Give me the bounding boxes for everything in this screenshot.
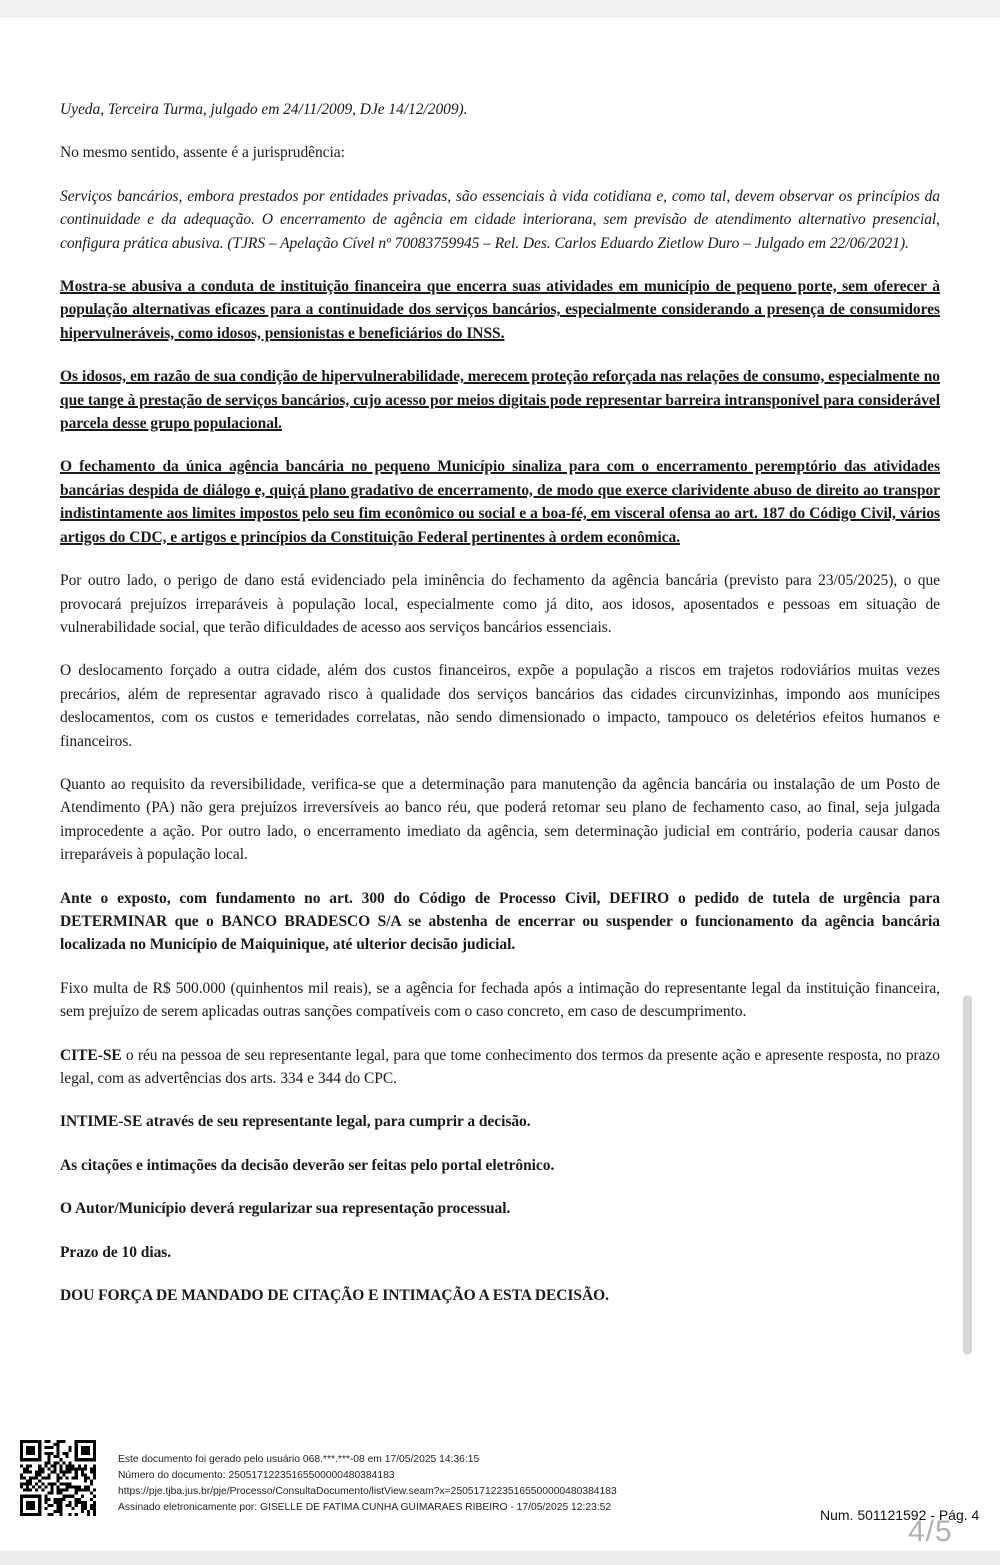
paragraph-4: Mostra-se abusiva a conduta de instituição financeira que encerra suas atividades em município de pequeno porte, sem oferecer à população alternativas eficazes para a continuidade dos serviços bancários, especialmente considerando a presença de consumidores hipervulneráveis, como idosos, pensionistas e beneficiários do INSS.	[60, 278, 940, 342]
signature-footer	[118, 1452, 617, 1516]
footer-doc-number: Número do documento: 25051712235165500000480384183	[118, 1470, 395, 1481]
footer-url[interactable]: https://pje.tjba.jus.br/pje/Processo/ConsultaDocumento/listView.seam?x=25051712235165500000480384183	[118, 1486, 617, 1497]
footer-generated: Este documento foi gerado pelo usuário 068.***.***-08 em 17/05/2025 14:36:15	[118, 1454, 480, 1465]
paragraph-6: O fechamento da única agência bancária no pequeno Município sinaliza para com o encerramento peremptório das atividades bancárias despida de diálogo e, quiçá plano gradativo de encerramento, de modo que exerce clarividente abuso de direito ao transpor indistintamente aos limites impostos pelo seu fim econômico ou social e a boa-fé, em visceral ofensa ao art. 187 do Código Civil, vários artigos do CDC, e artigos e princípios da Constituição Federal pertinentes à ordem econômica.	[60, 458, 940, 546]
cite-rest: o réu na pessoa de seu representante legal, para que tome conhecimento dos termos da presente ação e apresente resposta, no prazo legal, com as advertências dos arts. 334 e 344 do CPC.	[60, 1046, 940, 1087]
document-body	[60, 98, 940, 1024]
paragraph-8: O deslocamento forçado a outra cidade, além dos custos financeiros, expõe a população a riscos em trajetos rodoviários muitas vezes precários, além de representar agravado risco à qualidade dos serviços bancários das cidades circunvizinhas, impondo aos munícipes deslocamentos, com os custos e temeridades correlatas, não sendo dimensionado o impacto, tampouco os deletérios efeitos humanos e financeiros.	[60, 662, 940, 750]
closing-mandado: DOU FORÇA DE MANDADO DE CITAÇÃO E INTIMAÇÃO A ESTA DECISÃO.	[60, 1287, 609, 1305]
viewer-top-strip	[0, 0, 1000, 18]
scrollbar[interactable]	[963, 995, 972, 1355]
paragraph-7: Por outro lado, o perigo de dano está evidenciado pela iminência do fechamento da agência bancária (previsto para 23/05/2025), o que provocará prejuízos irreparáveis à população local, especialmente como já dito, aos idosos, aposentados e pessoas em situação de vulnerabilidade social, que terão dificuldades de acesso aos serviços bancários essenciais.	[60, 572, 940, 636]
qr-code-icon	[20, 1440, 96, 1516]
paragraph-11: Fixo multa de R$ 500.000 (quinhentos mil reais), se a agência for fechada após a intimação do representante legal da instituição financeira, sem prejuízo de serem aplicadas outras sanções compatíveis com o caso concreto, em caso de descumprimento.	[60, 979, 940, 1021]
page-number: Num. 501121592 - Pág. 4	[820, 1507, 980, 1523]
paragraph-1: Uyeda, Terceira Turma, julgado em 24/11/2009, DJe 14/12/2009).	[60, 101, 468, 118]
viewer-bottom-strip	[0, 1550, 1000, 1565]
closing-intime: INTIME-SE através de seu representante legal, para cumprir a decisão.	[60, 1113, 531, 1131]
cite-lead: CITE-SE	[60, 1046, 122, 1064]
paragraph-2: No mesmo sentido, assente é a jurisprudência:	[60, 144, 345, 162]
paragraph-10: Ante o exposto, com fundamento no art. 300 do Código de Processo Civil, DEFIRO o pedido de tutela de urgência para DETERMINAR que o BANCO BRADESCO S/A se abstenha de encerrar ou suspender o funcionamento da agência bancária localizada no Município de Maiquinique, até ulterior decisão judicial.	[60, 889, 940, 954]
paragraph-5: Os idosos, em razão de sua condição de hipervulnerabilidade, merecem proteção reforçada nas relações de consumo, especialmente no que tange à prestação de serviços bancários, cujo acesso por meios digitais pode representar barreira intransponível para considerável parcela desse grupo populacional.	[60, 368, 940, 433]
closing-autor: O Autor/Município deverá regularizar sua representação processual.	[60, 1200, 511, 1218]
footer-signed: Assinado eletronicamente por: GISELLE DE FATIMA CUNHA GUIMARAES RIBEIRO - 17/05/2025 12:23:52	[118, 1502, 612, 1513]
paragraph-9: Quanto ao requisito da reversibilidade, verifica-se que a determinação para manutenção da agência bancária ou instalação de um Posto de Atendimento (PA) não gera prejuízos irreversíveis ao banco réu, que poderá retomar seu plano de fechamento caso, ao final, seja julgada improcedente a ação. Por outro lado, o encerramento imediato da agência, sem determinação judicial em contrário, poderia causar danos irreparáveis à população local.	[60, 775, 940, 864]
closing-prazo: Prazo de 10 dias.	[60, 1243, 172, 1261]
closing-citacoes: As citações e intimações da decisão deverão ser feitas pelo portal eletrônico.	[60, 1156, 555, 1174]
page-indicator: 4/5	[908, 1515, 953, 1548]
cite-paragraph	[60, 1044, 940, 1091]
document-page	[60, 98, 940, 1327]
paragraph-3: Serviços bancários, embora prestados por entidades privadas, são essenciais à vida cotidiana e, como tal, devem observar os princípios da continuidade e da adequação. O encerramento de agência em cidade interiorana, sem previsão de atendimento alternativo presencial, configura prática abusiva. (TJRS – Apelação Cível nº 70083759945 – Rel. Des. Carlos Eduardo Zietlow Duro – Julgado em 22/06/2021).	[60, 187, 940, 252]
